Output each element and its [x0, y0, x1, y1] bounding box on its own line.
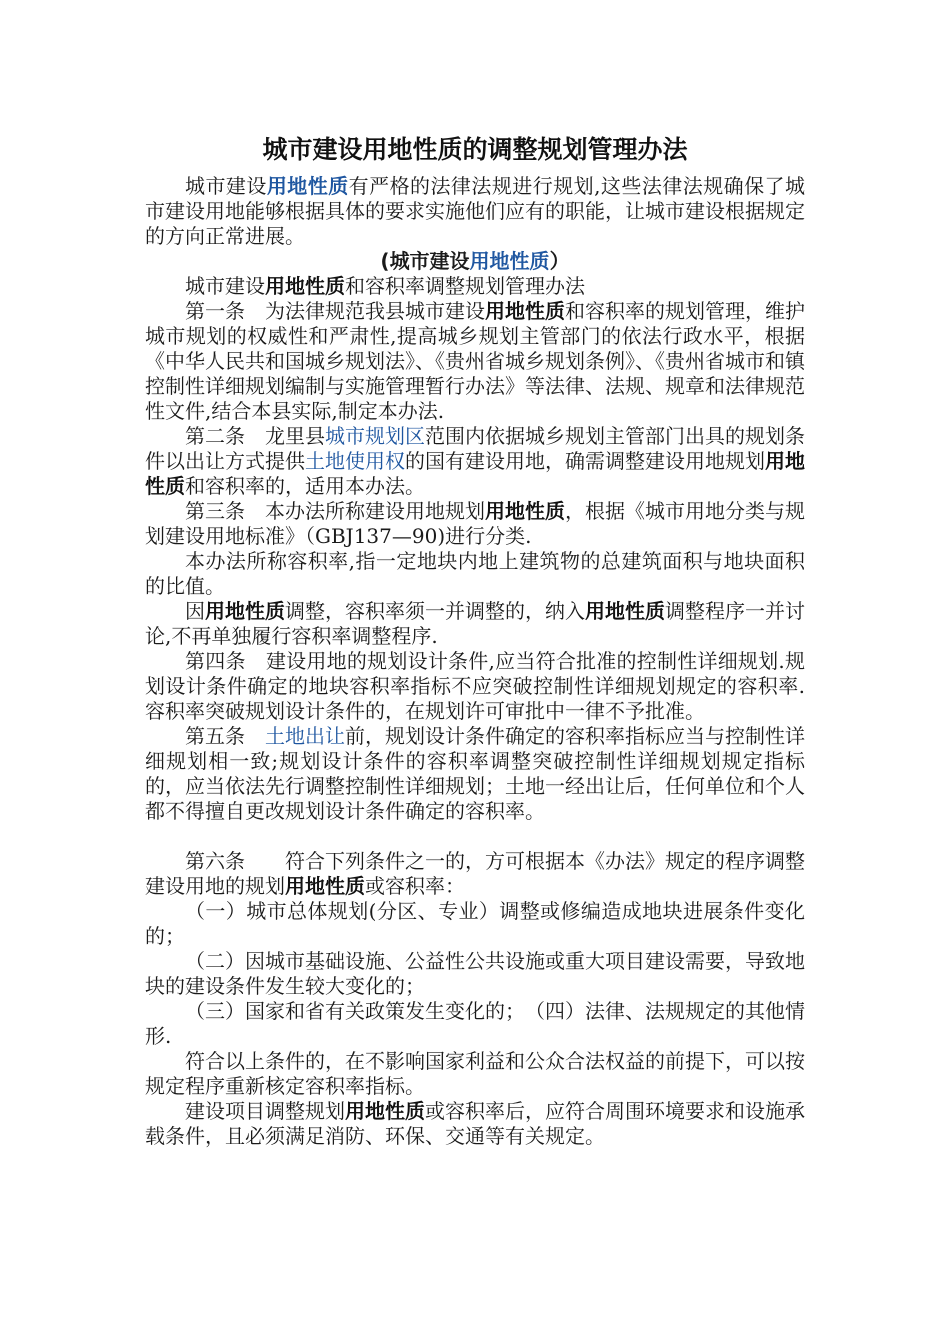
text-span: 第五条 — [185, 724, 265, 748]
list-item-3-4: （三）国家和省有关政策发生变化的； （四）法律、法规规定的其他情形. — [145, 999, 805, 1048]
text-span: 有严格的法律法规进行规划,这些法律法规确保了城市建设用地能够根据具体的要求实施他们应有的职能，让城市建设根据规定的方向正常进展。 — [145, 174, 806, 248]
document-page — [145, 128, 805, 1149]
section-subtitle — [145, 249, 805, 274]
text-span: 和容积率的规划管理，维护城市规划的权威性和严肃性,提高城乡规划主管部门的依法行政水平，根据《中华人民共和国城乡规划法》、《贵州省城乡规划条例》、《贵州省城市和镇控制性详细规划编制与实施管理暂行办法》等法律、法规、规章和法律规范性文件,结合本县实际,制定本办法. — [145, 299, 805, 423]
text-span: 因 — [185, 599, 205, 623]
article-6 — [145, 849, 805, 899]
text-span: 和容积率调整规划管理办法 — [345, 274, 585, 298]
keyword-bold: 用地性质 — [485, 299, 565, 323]
land-use-nature-link[interactable] — [267, 174, 349, 198]
text-span: 调整程序一并讨论,不再单独履行容积率调整程序. — [145, 599, 805, 648]
keyword-bold: 用地性质 — [265, 274, 345, 298]
text-span: 的国有建设用地，确需调整建设用地规划 — [405, 449, 765, 473]
intro-paragraph — [145, 174, 805, 249]
land-use-nature-link[interactable]: 用地性质 — [469, 249, 550, 273]
article-5 — [145, 724, 805, 824]
document-title: 城市建设用地性质的调整规划管理办法 — [262, 135, 688, 164]
link-text: 用地性质 — [266, 174, 349, 198]
keyword-bold: 用地性质 — [145, 449, 805, 498]
text-span: ，根据《城市用地分类与规划建设用地标准》（GBJ137—90)进行分类. — [145, 499, 805, 548]
keyword-bold: 用地性质 — [285, 874, 365, 898]
text-span: 第三条 本办法所称建设用地规划 — [185, 499, 485, 523]
text-span: (城市建设 — [380, 249, 470, 273]
text-span: 调整，容积率须一并调整的，纳入 — [285, 599, 585, 623]
text-span: 第六条 符合下列条件之一的，方可根据本《办法》规定的程序调整建设用地的规划 — [145, 849, 805, 898]
land-transfer-link[interactable]: 土地出让 — [265, 724, 345, 748]
paragraph-far-definition: 本办法所称容积率,指一定地块内地上建筑物的总建筑面积与地块面积的比值。 — [145, 549, 805, 598]
text-span: ） — [549, 249, 570, 273]
land-use-right-link[interactable]: 土地使用权 — [305, 449, 405, 473]
urban-planning-area-link[interactable]: 城市规划区 — [325, 424, 425, 448]
list-item-2: （二）因城市基础设施、公益性公共设施或重大项目建设需要，导致地块的建设条件发生较大变化的； — [145, 949, 805, 998]
text-span: 范围内依据城乡规划主管部门出具的规划条件以出让方式提供 — [145, 424, 805, 473]
keyword-bold: 用地性质 — [485, 499, 565, 523]
blank-line — [145, 824, 805, 849]
article-1 — [145, 299, 805, 424]
section-heading — [145, 274, 805, 299]
text-span: 前，规划设计条件确定的容积率指标应当与控制性详细规划相一致;规划设计条件的容积率调整突破控制性详细规划规定指标的，应当依法先行调整控制性详细规划；土地一经出让后，任何单位和个人都不得擅自更改规划设计条件确定的容积率。 — [145, 724, 805, 823]
text-span: 和容积率的，适用本办法。 — [185, 474, 425, 498]
article-2 — [145, 424, 805, 499]
article-4: 第四条 建设用地的规划设计条件,应当符合批准的控制性详细规划.规划设计条件确定的地块容积率指标不应突破控制性详细规划规定的容积率.容积率突破规划设计条件的，在规划许可审批中一律不予批准。 — [145, 649, 805, 723]
text-span: 城市建设 — [185, 174, 267, 198]
article-3 — [145, 499, 805, 549]
keyword-bold: 用地性质 — [585, 599, 665, 623]
list-item-1: （一）城市总体规划(分区、专业）调整或修编造成地块进展条件变化的； — [145, 899, 805, 948]
text-span: 或容积率： — [365, 874, 465, 898]
paragraph-adjustment — [145, 599, 805, 649]
keyword-bold: 用地性质 — [205, 599, 285, 623]
text-span: 第二条 龙里县 — [185, 424, 325, 448]
keyword-bold: 用地性质 — [345, 1099, 425, 1123]
text-span: 第一条 为法律规范我县城市建设 — [185, 299, 485, 323]
text-span: 城市建设 — [185, 274, 265, 298]
text-span: 或容积率后，应符合周围环境要求和设施承载条件，且必须满足消防、环保、交通等有关规定。 — [145, 1099, 805, 1148]
paragraph-final — [145, 1099, 805, 1149]
text-span: 建设项目调整规划 — [185, 1099, 345, 1123]
paragraph-conditions-met: 符合以上条件的，在不影响国家利益和公众合法权益的前提下，可以按规定程序重新核定容积率指标。 — [145, 1049, 805, 1098]
